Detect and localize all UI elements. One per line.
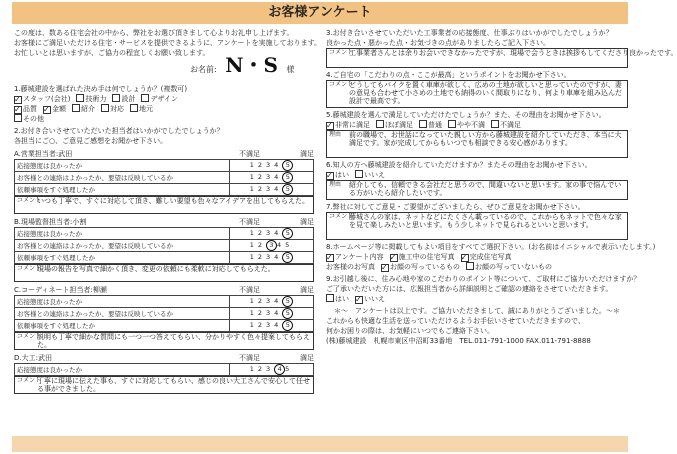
checkbox-label: その他	[23, 115, 44, 123]
score-option[interactable]: 4	[274, 229, 283, 237]
checkbox-icon[interactable]	[141, 94, 149, 102]
company-info: (株)藤城建設 札幌市東区中沼町33番地 TEL.011-791-1000 FAX.011-791-8888	[326, 337, 591, 345]
score-option[interactable]: 4	[274, 173, 283, 181]
score-cell	[230, 240, 314, 252]
checkbox-label: ほぼ満足	[385, 121, 413, 129]
section-comment-box	[14, 196, 314, 214]
scale-bad: 不満足	[239, 150, 260, 158]
q4-answer: どうしてもバイクを置く車庫が欲しく、広めの土地が欲しいと思っていたのですが、妻の意見も合わせて小さめの土地でも納得のいく間取りになり、何より車庫を組み込んだ設計で最高です。	[349, 81, 622, 105]
checkbox-icon[interactable]	[14, 114, 22, 122]
staff-sections	[14, 149, 314, 394]
checkbox-option[interactable]	[101, 104, 124, 114]
q3-label: 3.お付き合いさせていただいた工事業者の応接態度、仕事ぶりはいかがでしたでしょうか？	[326, 29, 613, 37]
score-option[interactable]: 1	[249, 365, 258, 373]
comment-tag: コメント	[329, 213, 354, 220]
checkbox-label: 完成住宅写真	[469, 253, 512, 261]
score-cell	[230, 184, 314, 196]
scale-bad: 不満足	[239, 286, 260, 294]
q4-answer-box	[326, 80, 628, 108]
scale-bad: 不満足	[239, 218, 260, 226]
score-cell	[230, 252, 314, 264]
score-option[interactable]: 3	[266, 321, 275, 329]
scale-legend	[239, 353, 314, 363]
score-option[interactable]: 4	[277, 241, 286, 249]
q4-label: 4.ご自宅の「こだわりの点・ここが最高」というポイントをお聞かせ下さい。	[326, 71, 571, 79]
checkbox-label: 金額	[52, 105, 66, 113]
score-option[interactable]: 5	[282, 228, 293, 239]
checkbox-option[interactable]	[14, 104, 37, 114]
table-row	[15, 296, 314, 308]
checkbox-label: 施工中の住宅写真	[398, 253, 455, 261]
scale-bad: 不満足	[239, 354, 260, 362]
checkbox-icon[interactable]	[14, 106, 22, 114]
q7-answer-box	[326, 212, 628, 240]
score-option[interactable]: 3	[266, 253, 275, 261]
checkbox-icon[interactable]	[43, 106, 51, 114]
table-row	[15, 228, 314, 240]
comment-tag: コメント	[17, 333, 42, 340]
checkbox-label: 非常に満足	[335, 121, 370, 129]
q3-answer-box	[326, 48, 677, 68]
q6-answer-box	[326, 180, 628, 200]
table-row	[15, 160, 314, 172]
checkbox-icon[interactable]	[376, 120, 384, 128]
scale-good: 満足	[300, 354, 314, 362]
question-cell: 応接態度は良かったか	[15, 228, 230, 240]
q7-label: 7.弊社に対してご意見・ご要望がございましたら、ぜひご意見をお聞かせ下さい。	[326, 203, 585, 211]
checkbox-label: お顔の写っていないもの	[475, 263, 552, 271]
score-option[interactable]: 1	[249, 253, 258, 261]
q5-answer-box	[326, 130, 628, 158]
checkbox-label: 地元	[139, 105, 153, 113]
checkbox-label: やや不満	[457, 121, 485, 129]
section-comment-box	[14, 376, 314, 394]
score-option[interactable]: 5	[282, 172, 293, 183]
q6-options	[326, 170, 628, 180]
checkbox-option[interactable]	[72, 104, 95, 114]
checkbox-label: はい	[335, 295, 349, 303]
question-cell: 応接態度は良かったか	[15, 364, 230, 376]
checkbox-option[interactable]	[326, 252, 384, 262]
checkbox-icon[interactable]	[448, 120, 456, 128]
score-cell	[230, 172, 314, 184]
score-option[interactable]: 1	[249, 241, 258, 249]
checkbox-option[interactable]	[491, 120, 521, 130]
bottom-band	[12, 436, 628, 452]
q9-label: 9.お引越し後に、住み心地や家のこだわりのポイント等について、ご取材にご協力いただけますか？	[326, 275, 641, 283]
section-comment: 現場の報告を写真で細かく頂き、変更の依頼にも柔軟に対応してもらえた。	[37, 265, 275, 273]
checkbox-option[interactable]	[43, 104, 66, 114]
score-option[interactable]: 1	[249, 185, 258, 193]
checkbox-icon[interactable]	[390, 254, 398, 262]
checkbox-label: お顔の写っているもの	[390, 263, 460, 271]
score-option[interactable]: 5	[282, 184, 293, 195]
checkbox-option[interactable]	[355, 294, 385, 304]
comment-tag: コメント	[329, 81, 354, 88]
q9-detail: ご了承いただいた方には、広報担当者から詳細説明とご確認の連絡をさせていただきます。	[326, 285, 613, 293]
q3-option: 良かった点・悪かった点・お気づきの点がありましたらご記入下さい。	[326, 39, 550, 47]
score-option[interactable]: 4	[274, 309, 283, 317]
checkbox-label: いいえ	[364, 171, 385, 179]
score-option[interactable]: 2	[257, 253, 266, 261]
section-header	[14, 217, 314, 227]
closing-line: これからも快適な生活を送っていただけるようお手伝いさせていただきますので、	[326, 317, 585, 325]
checkbox-label: アンケート内容	[335, 253, 384, 261]
checkbox-option[interactable]	[112, 94, 135, 104]
q2-label: 2.お付き合いさせていただいた担当者はいかがでしたでしょうか？	[14, 127, 224, 135]
comment-tag: コメント	[17, 265, 42, 272]
checkbox-label: 不満足	[500, 121, 521, 129]
section-title: B.現場監督担当者:小割	[14, 218, 87, 226]
score-cell	[230, 364, 314, 376]
q8-photo-options	[381, 262, 552, 272]
checkbox-icon[interactable]	[419, 120, 427, 128]
table-row	[15, 364, 314, 376]
table-row	[15, 240, 314, 252]
q2-sub: 各担当にご○、ご意見ご感想をお聞かせ下さい。	[14, 137, 168, 145]
checkbox-icon[interactable]	[72, 104, 80, 112]
evaluation-table	[14, 295, 314, 332]
checkbox-icon[interactable]	[130, 104, 138, 112]
checkbox-option[interactable]	[355, 170, 385, 180]
score-option[interactable]: 1	[249, 173, 258, 181]
page-title: お客様アンケート	[268, 5, 372, 20]
scale-good: 満足	[300, 286, 314, 294]
question-cell: 応接態度は良かったか	[15, 296, 230, 308]
checkbox-option[interactable]	[326, 294, 349, 304]
q5-label: 5.藤城建設を選んで満足していただけたでしょうか？また、その理由をお聞かせ下さい。	[326, 111, 606, 119]
q8-photo-label: お客様のお写真	[326, 263, 375, 271]
checkbox-option[interactable]	[381, 262, 460, 272]
closing-line: 何かお困りの際は、お気軽にいつでもご連絡下さい。	[326, 327, 494, 335]
score-option[interactable]: 4	[274, 364, 285, 375]
q8-photo-row	[326, 262, 628, 272]
checkbox-label: 設計	[121, 95, 136, 103]
checkbox-icon[interactable]	[326, 122, 334, 130]
checkbox-label: 普通	[428, 121, 442, 129]
score-option[interactable]: 4	[274, 253, 283, 261]
score-option[interactable]: 2	[257, 241, 266, 249]
scale-legend	[239, 285, 314, 295]
comment-tag: コメント	[17, 197, 42, 204]
comment-tag: コメント	[17, 377, 42, 384]
checkbox-icon[interactable]	[491, 120, 499, 128]
checkbox-label: 品質	[23, 105, 37, 113]
score-option[interactable]: 1	[249, 229, 258, 237]
q8-options	[326, 252, 628, 262]
checkbox-icon[interactable]	[461, 254, 469, 262]
checkbox-option[interactable]	[390, 252, 455, 262]
score-option[interactable]: 2	[257, 185, 266, 193]
score-option[interactable]: 3	[266, 240, 277, 251]
scale-legend	[239, 149, 314, 159]
checkbox-label: スタッフ(会社)	[23, 95, 71, 103]
score-option[interactable]: 5	[285, 241, 294, 249]
question-cell: 依頼事項をすぐ処理したか	[15, 320, 230, 332]
score-option[interactable]: 3	[266, 309, 275, 317]
score-option[interactable]: 5	[282, 252, 293, 263]
checkbox-option[interactable]	[419, 120, 442, 130]
question-cell: 応接態度は良かったか	[15, 160, 230, 172]
checkbox-label: デザイン	[150, 95, 178, 103]
checkbox-option[interactable]	[130, 104, 153, 114]
checkbox-label: いいえ	[364, 295, 385, 303]
table-row	[15, 252, 314, 264]
intro-line: お忙しいとは思いますが、ご協力の程宜しくお願い致します。	[14, 49, 210, 57]
q6-label: 6.知人の方へ藤城建設を紹介していただけますか？またその理由をお聞かせ下さい。	[326, 161, 592, 169]
score-option[interactable]: 4	[274, 297, 283, 305]
name-value: N・S	[225, 53, 278, 77]
section-comment-box	[14, 332, 314, 350]
score-option[interactable]: 2	[257, 309, 266, 317]
score-option[interactable]: 1	[249, 321, 258, 329]
right-column	[326, 28, 677, 346]
name-suffix: 様	[286, 65, 295, 74]
checkbox-option[interactable]	[76, 94, 106, 104]
section-title: C.コーディネート担当者:柳瀬	[14, 286, 107, 294]
checkbox-option[interactable]	[326, 170, 349, 180]
score-option[interactable]: 1	[249, 161, 258, 169]
checkbox-icon[interactable]	[326, 294, 334, 302]
score-cell	[230, 320, 314, 332]
checkbox-option[interactable]	[466, 262, 552, 272]
checkbox-option[interactable]	[461, 252, 512, 262]
q3-answer: 工事業者さんとは余りお会いできなかったですが、現場で会うときは挨拶もしてくださり良かったです。	[349, 49, 677, 57]
q9-options	[326, 294, 628, 304]
section-header	[14, 285, 314, 295]
evaluation-table	[14, 159, 314, 196]
score-option[interactable]: 3	[266, 161, 275, 169]
question-cell: お客様との連絡はよかったか、要望は反映しているか	[15, 240, 230, 252]
score-option[interactable]: 3	[266, 365, 275, 373]
reason-tag: 理由	[329, 131, 342, 138]
scale-legend	[239, 217, 314, 227]
score-option[interactable]: 2	[257, 321, 266, 329]
section-header	[14, 149, 314, 159]
evaluation-table	[14, 227, 314, 264]
checkbox-option[interactable]	[326, 120, 370, 130]
table-row	[15, 320, 314, 332]
checkbox-icon[interactable]	[355, 170, 363, 178]
customer-name	[190, 53, 295, 77]
scale-good: 満足	[300, 150, 314, 158]
checkbox-icon[interactable]	[326, 172, 334, 180]
evaluation-table	[14, 363, 314, 376]
score-option[interactable]: 1	[249, 297, 258, 305]
name-label: お名前:	[190, 65, 217, 74]
checkbox-icon[interactable]	[14, 96, 22, 104]
score-option[interactable]: 5	[282, 308, 293, 319]
intro-line: お客様にご満足いただける住宅・サービスを提供できるように、アンケートを実施しております。	[14, 39, 322, 47]
reason-tag: 理由	[329, 181, 342, 188]
checkbox-icon[interactable]	[381, 264, 389, 272]
checkbox-option[interactable]	[14, 114, 44, 124]
checkbox-icon[interactable]	[355, 296, 363, 304]
score-option[interactable]: 2	[257, 229, 266, 237]
question-cell: お客様との連絡はよかったか、要望は反映しているか	[15, 172, 230, 184]
score-cell	[230, 296, 314, 308]
section-comment: 丁寧に現場に伝えた事も、すぐに対応してもらい、感じの良い大工さんで安心して任せる事ができました。	[37, 377, 310, 393]
q1-options	[14, 104, 314, 114]
score-option[interactable]: 2	[257, 365, 266, 373]
checkbox-icon[interactable]	[76, 94, 84, 102]
q5-answer: 前の職場で、お世話になっていた親しい方から藤城建設を紹介していただき、本当に大満足です。家が完成してからもいつでも相談できる安心感があります。	[349, 131, 622, 147]
checkbox-icon[interactable]	[466, 262, 474, 270]
score-option[interactable]: 3	[266, 297, 275, 305]
score-option[interactable]: 2	[257, 161, 266, 169]
score-cell	[230, 160, 314, 172]
comment-tag: コメント	[329, 49, 354, 56]
checkbox-option[interactable]	[141, 94, 178, 104]
score-option[interactable]: 5	[282, 296, 293, 307]
section-comment: いつも丁寧で、すぐに対応して頂き、難しい要望も色々なアイデアを出してもらえた。	[37, 197, 309, 205]
q1-options	[14, 94, 314, 104]
score-option[interactable]: 2	[257, 297, 266, 305]
checkbox-icon[interactable]	[112, 94, 120, 102]
score-option[interactable]: 4	[274, 185, 283, 193]
score-option[interactable]: 4	[274, 161, 283, 169]
section-title: A.営業担当者:武田	[14, 150, 73, 158]
score-option[interactable]: 5	[282, 320, 293, 331]
q8-label: 8.ホームページ等に掲載してもよい項目をすべてご選択下さい。(お名前はイニシャルで表示いたします。)	[326, 243, 656, 251]
checkbox-label: 技術力	[85, 95, 107, 103]
checkbox-option[interactable]	[14, 94, 70, 104]
question-cell: お客様との連絡はよかったか、要望は反映しているか	[15, 308, 230, 320]
checkbox-option[interactable]	[448, 120, 485, 130]
score-option[interactable]: 2	[257, 173, 266, 181]
checkbox-icon[interactable]	[101, 104, 109, 112]
score-cell	[230, 308, 314, 320]
table-row	[15, 172, 314, 184]
intro-line: この度は、数ある住宅会社の中から、弊社をお選び頂きまして心よりお礼申し上げます。	[14, 29, 294, 37]
score-option[interactable]: 4	[274, 321, 283, 329]
question-cell: 依頼事項をすぐ処理したか	[15, 184, 230, 196]
table-row	[15, 308, 314, 320]
score-cell	[230, 228, 314, 240]
q6-answer: 紹介しても、信頼できる会社だと思うので、間違いないと思います。家の事で悩んでいる方がいたら紹介したいです。	[349, 181, 622, 197]
score-option[interactable]: 5	[282, 160, 293, 171]
section-comment-box	[14, 264, 314, 282]
score-option[interactable]: 3	[266, 185, 275, 193]
checkbox-icon[interactable]	[326, 254, 334, 262]
table-row	[15, 184, 314, 196]
checkbox-label: 紹介	[81, 105, 95, 113]
scale-good: 満足	[300, 218, 314, 226]
score-option[interactable]: 3	[266, 173, 275, 181]
q5-options	[326, 120, 628, 130]
q1-options	[14, 114, 314, 124]
checkbox-label: はい	[335, 171, 349, 179]
q7-answer: 藤城さんの家は、ネットなどにたくさん載っているので、これからもネットで色々な家を見て楽しみたいと思います。もう少しネットで見られるといいと思います。	[349, 213, 622, 229]
left-column	[14, 28, 322, 394]
section-header	[14, 353, 314, 363]
checkbox-option[interactable]	[376, 120, 413, 130]
section-title: D.大工:武田	[14, 354, 52, 362]
score-option[interactable]: 1	[249, 309, 258, 317]
score-option[interactable]: 3	[266, 229, 275, 237]
q1-label: 1.藤城建設を選ばれた決め手は何でしょうか？(複数可)	[14, 85, 188, 93]
section-comment: 説明も丁寧で細かな質問にも一つ一つ答えてもらい、分かりやすく色々提案してもらえた。	[37, 333, 310, 349]
checkbox-label: 対応	[110, 105, 124, 113]
question-cell: 依頼事項をすぐ処理したか	[15, 252, 230, 264]
closing-line: ＊〜 アンケートは以上です。ご協力いただきまして、誠にありがとうございました。〜＊	[334, 307, 620, 315]
score-option[interactable]: 5	[285, 365, 294, 373]
